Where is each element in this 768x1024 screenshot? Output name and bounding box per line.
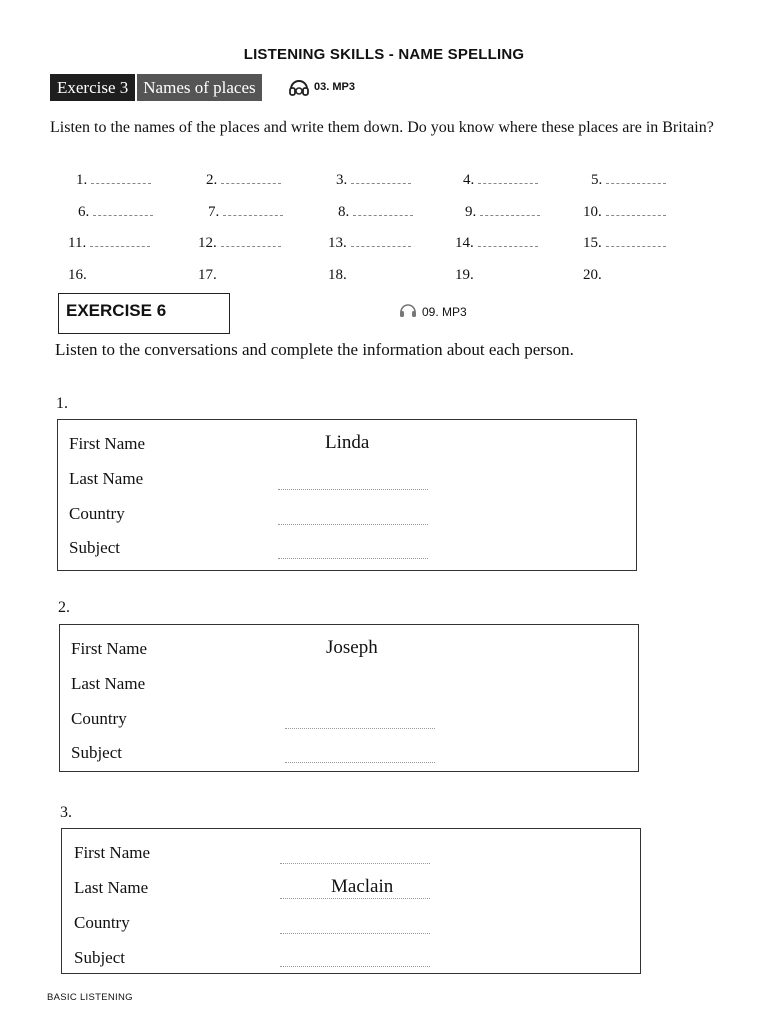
place-item <box>198 235 281 252</box>
field-label-first-name: First Name <box>69 434 146 453</box>
place-item <box>583 267 602 284</box>
exercise3-audio-label: 03. MP3 <box>314 81 355 93</box>
place-item-number: 8. <box>338 204 350 220</box>
place-item-number: 12. <box>198 235 217 251</box>
answer-line <box>278 488 428 490</box>
exercise6-title: EXERCISE 6 <box>66 301 167 320</box>
place-item <box>328 235 411 252</box>
person-number: 3. <box>60 804 72 821</box>
answer-line <box>223 205 283 216</box>
place-item-number: 3. <box>336 172 348 188</box>
answer-line <box>606 173 666 184</box>
exercise3-audio <box>288 77 355 97</box>
place-item-number: 20. <box>583 267 602 283</box>
answer-line <box>480 205 540 216</box>
field-label-last-name: Last Name <box>74 878 149 897</box>
field-label-last-name: Last Name <box>69 469 144 488</box>
place-item <box>76 172 151 189</box>
answer-line <box>606 236 666 247</box>
place-item-number: 7. <box>208 204 220 220</box>
exercise3-title: Names of places <box>137 74 261 101</box>
place-item <box>455 235 538 252</box>
place-item <box>463 172 538 189</box>
answer-line <box>285 761 435 763</box>
place-item-number: 16. <box>68 267 87 283</box>
answer-line <box>478 173 538 184</box>
headphones-icon <box>288 77 310 97</box>
place-item <box>455 267 474 284</box>
answer-line <box>278 557 428 559</box>
place-item <box>465 204 540 221</box>
answer-line <box>353 205 413 216</box>
place-item-number: 13. <box>328 235 347 251</box>
field-label-last-name: Last Name <box>71 674 146 693</box>
place-item <box>68 267 87 284</box>
field-label-country: Country <box>69 504 125 523</box>
exercise3-header <box>50 74 262 101</box>
places-grid <box>68 172 708 292</box>
place-item <box>198 267 217 284</box>
person-info-box <box>59 624 639 772</box>
place-item-number: 9. <box>465 204 477 220</box>
place-item <box>208 204 283 221</box>
field-value-first-name: Joseph <box>326 637 378 658</box>
place-item-number: 10. <box>583 204 602 220</box>
answer-line <box>280 932 430 934</box>
place-item <box>338 204 413 221</box>
place-item-number: 18. <box>328 267 347 283</box>
place-item <box>336 172 411 189</box>
place-item <box>583 235 666 252</box>
place-item-number: 6. <box>78 204 90 220</box>
answer-line <box>351 236 411 247</box>
field-label-subject: Subject <box>71 743 122 762</box>
answer-line <box>280 862 430 864</box>
answer-line <box>90 236 150 247</box>
place-item-number: 5. <box>591 172 603 188</box>
field-label-subject: Subject <box>74 948 125 967</box>
headphones-icon <box>398 302 418 321</box>
place-item <box>78 204 153 221</box>
place-item <box>68 235 150 252</box>
answer-line <box>278 523 428 525</box>
field-label-country: Country <box>74 913 130 932</box>
place-item-number: 19. <box>455 267 474 283</box>
answer-line <box>478 236 538 247</box>
place-item <box>328 267 347 284</box>
answer-line <box>351 173 411 184</box>
place-item <box>206 172 281 189</box>
answer-line <box>280 965 430 967</box>
field-label-first-name: First Name <box>71 639 148 658</box>
place-item-number: 15. <box>583 235 602 251</box>
person-number: 2. <box>58 599 70 616</box>
exercise6-instructions: Listen to the conversations and complete the information about each person. <box>55 340 574 359</box>
exercise6-audio <box>398 302 467 321</box>
place-item-number: 17. <box>198 267 217 283</box>
exercise6-audio-label: 09. MP3 <box>422 304 467 319</box>
field-label-first-name: First Name <box>74 843 151 862</box>
exercise3-label: Exercise 3 <box>50 74 135 101</box>
place-item <box>583 204 666 221</box>
field-value-first-name: Linda <box>325 432 370 453</box>
answer-line <box>221 236 281 247</box>
footer-text: BASIC LISTENING <box>47 992 133 1003</box>
person-number: 1. <box>56 395 68 412</box>
person-info-box <box>61 828 641 974</box>
place-item-number: 14. <box>455 235 474 251</box>
field-value-last-name: Maclain <box>331 876 394 897</box>
page-title: LISTENING SKILLS - NAME SPELLING <box>243 46 525 63</box>
place-item-number: 1. <box>76 172 88 188</box>
place-item <box>591 172 666 189</box>
answer-line <box>606 205 666 216</box>
place-item-number: 2. <box>206 172 218 188</box>
place-item-number: 4. <box>463 172 475 188</box>
answer-line <box>221 173 281 184</box>
field-label-country: Country <box>71 709 127 728</box>
field-label-subject: Subject <box>69 538 120 557</box>
answer-line <box>93 205 153 216</box>
exercise3-instructions: Listen to the names of the places and write them down. Do you know where these places are in Britain? <box>50 119 714 136</box>
person-info-box <box>57 419 637 571</box>
answer-line <box>91 173 151 184</box>
place-item-number: 11. <box>68 235 87 251</box>
answer-line <box>285 727 435 729</box>
answer-line <box>280 897 430 899</box>
